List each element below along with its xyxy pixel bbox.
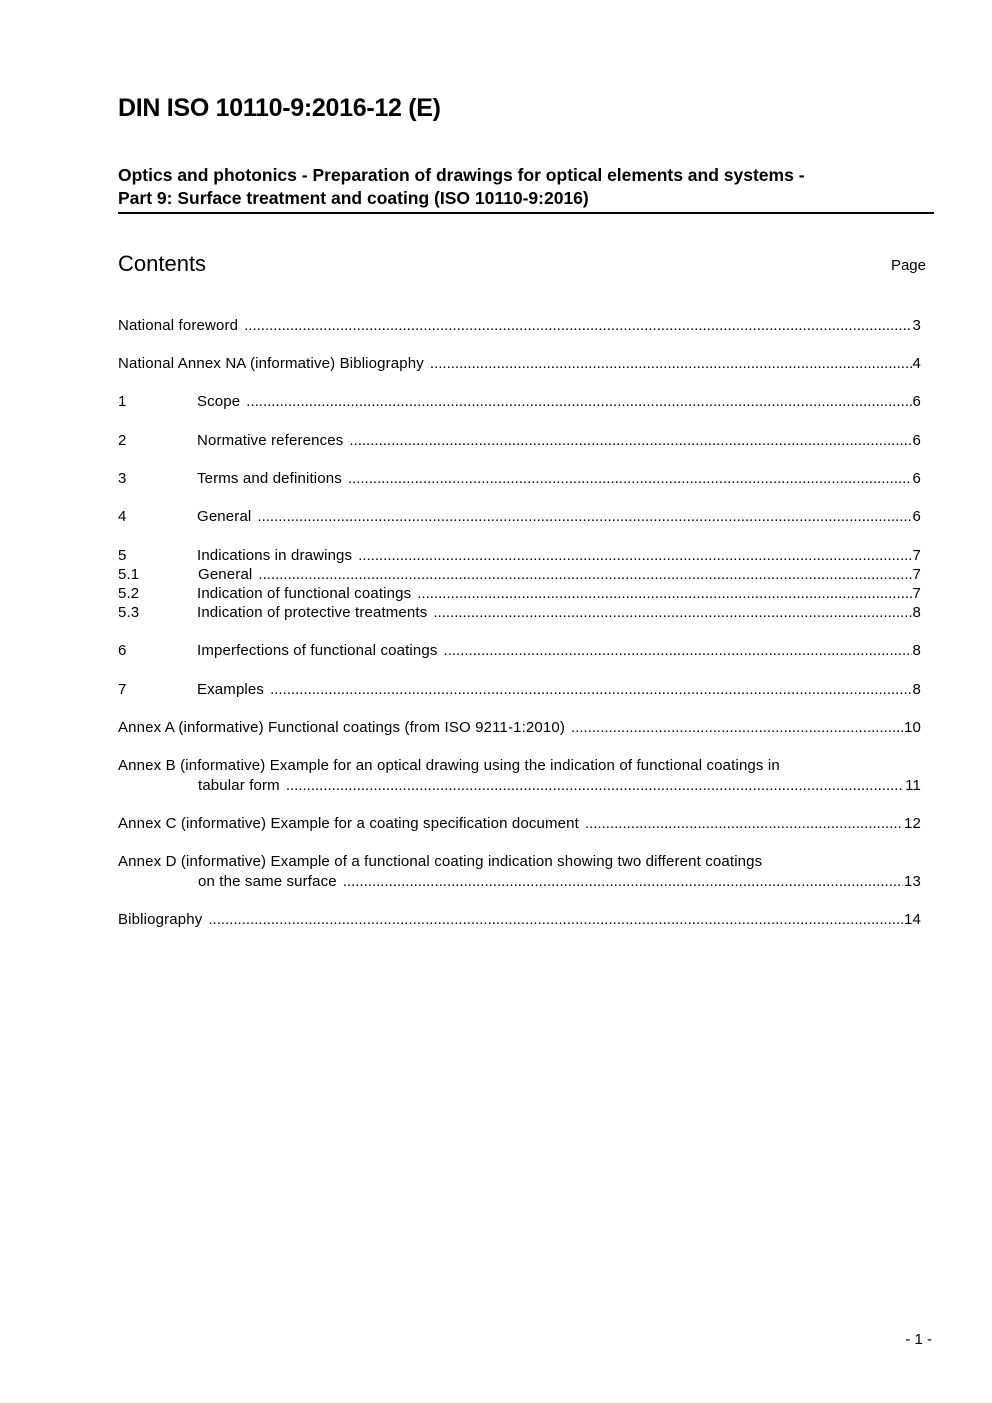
toc-title: General <box>197 508 252 525</box>
toc-number: 5 <box>118 547 127 564</box>
toc-page: 6 <box>912 508 921 525</box>
toc-number: 3 <box>118 470 127 487</box>
toc-entry-normative-references[interactable] <box>118 431 921 451</box>
toc-title: Indications in drawings <box>197 547 353 564</box>
toc-leader <box>433 603 911 623</box>
toc-page: 8 <box>912 642 921 659</box>
toc-leader <box>585 814 903 834</box>
toc-leader <box>430 354 912 374</box>
toc-entry-national-annex[interactable] <box>118 354 921 374</box>
toc-leader <box>349 431 911 451</box>
document-number: DIN ISO 10110-9:2016-12 (E) <box>118 94 441 122</box>
toc-title: Imperfections of functional coatings <box>197 642 438 659</box>
toc-title: Examples <box>197 681 265 698</box>
toc-number: 2 <box>118 432 127 449</box>
toc-title: Annex D (informative) Example of a functional coating indication showing two different coatings <box>118 853 763 870</box>
toc-title: Indication of functional coatings <box>197 585 412 602</box>
toc-page: 6 <box>912 470 921 487</box>
toc-page: 3 <box>912 317 921 334</box>
toc-title: Terms and definitions <box>197 470 342 487</box>
toc-leader <box>246 392 911 412</box>
toc-leader <box>270 680 911 700</box>
toc-page: 6 <box>912 393 921 410</box>
toc-title: National Annex NA (informative) Bibliography <box>118 355 424 372</box>
toc-title: Indication of protective treatments <box>197 604 428 621</box>
page-number: - 1 - <box>905 1331 932 1348</box>
toc-title: Annex A (informative) Functional coatings (from ISO 9211-1:2010) <box>118 719 566 736</box>
toc-title: National foreword <box>118 317 239 334</box>
title-line-2: Part 9: Surface treatment and coating (ISO 10110-9:2016) <box>118 188 589 208</box>
toc-title: General <box>198 566 253 583</box>
toc-page: 6 <box>912 432 921 449</box>
toc-entry-examples[interactable] <box>118 680 921 700</box>
title-line-1: Optics and photonics - Preparation of drawings for optical elements and systems - <box>118 165 805 185</box>
toc-entry-scope[interactable] <box>118 392 921 412</box>
toc-leader <box>348 469 912 489</box>
toc-entry-bibliography[interactable] <box>118 910 921 930</box>
toc-title: Annex C (informative) Example for a coating specification document <box>118 815 579 832</box>
toc-page: 7 <box>912 566 921 583</box>
document-title <box>118 164 934 214</box>
toc-title-continued: tabular form <box>198 776 280 794</box>
toc-entry-annex-b[interactable] <box>118 756 921 795</box>
toc-leader <box>257 507 911 527</box>
toc-page: 13 <box>904 872 921 890</box>
toc-number: 5.3 <box>118 604 140 621</box>
toc-number: 5.2 <box>118 585 140 602</box>
toc-number: 7 <box>118 681 127 698</box>
toc-number: 5.1 <box>118 566 140 583</box>
toc-number: 1 <box>118 393 127 410</box>
toc-leader <box>444 641 912 661</box>
toc-page: 8 <box>912 604 921 621</box>
toc-entry-general[interactable] <box>118 507 921 527</box>
toc-entry-annex-a[interactable] <box>118 718 921 738</box>
toc-leader <box>417 584 911 604</box>
toc-page: 7 <box>912 547 921 564</box>
toc-page: 12 <box>904 815 921 832</box>
toc-leader <box>571 718 903 738</box>
toc-page: 7 <box>912 585 921 602</box>
toc-title: Normative references <box>197 432 344 449</box>
toc-entry-indications[interactable] <box>118 546 921 566</box>
toc-entry-national-foreword[interactable] <box>118 316 921 336</box>
toc-leader <box>358 546 911 566</box>
toc-entry-5-1-general[interactable] <box>118 565 921 585</box>
toc-page: 4 <box>912 355 921 372</box>
toc-entry-imperfections[interactable] <box>118 641 921 661</box>
toc-number: 4 <box>118 508 127 525</box>
toc-leader <box>343 872 903 892</box>
toc-number: 6 <box>118 642 127 659</box>
toc-leader <box>208 910 903 930</box>
toc-entry-annex-c[interactable] <box>118 814 921 834</box>
toc-title: Bibliography <box>118 911 203 928</box>
toc-entry-terms-definitions[interactable] <box>118 469 921 489</box>
toc-page: 14 <box>904 911 921 928</box>
toc-page: 11 <box>905 776 921 794</box>
page-column-label: Page <box>890 257 926 274</box>
toc-page: 10 <box>904 719 921 736</box>
toc-leader <box>286 776 904 796</box>
toc-entry-5-3-protective-treatments[interactable] <box>118 603 921 623</box>
toc-leader <box>258 565 911 585</box>
toc-page: 8 <box>912 681 921 698</box>
toc-title-continued: on the same surface <box>198 872 337 890</box>
toc-entry-annex-d[interactable] <box>118 852 921 891</box>
toc-title: Scope <box>197 393 241 410</box>
toc-entry-5-2-functional-coatings[interactable] <box>118 584 921 604</box>
toc-leader <box>244 316 911 336</box>
toc-title: Annex B (informative) Example for an optical drawing using the indication of functional coatings in <box>118 757 780 774</box>
contents-heading: Contents <box>118 251 207 276</box>
